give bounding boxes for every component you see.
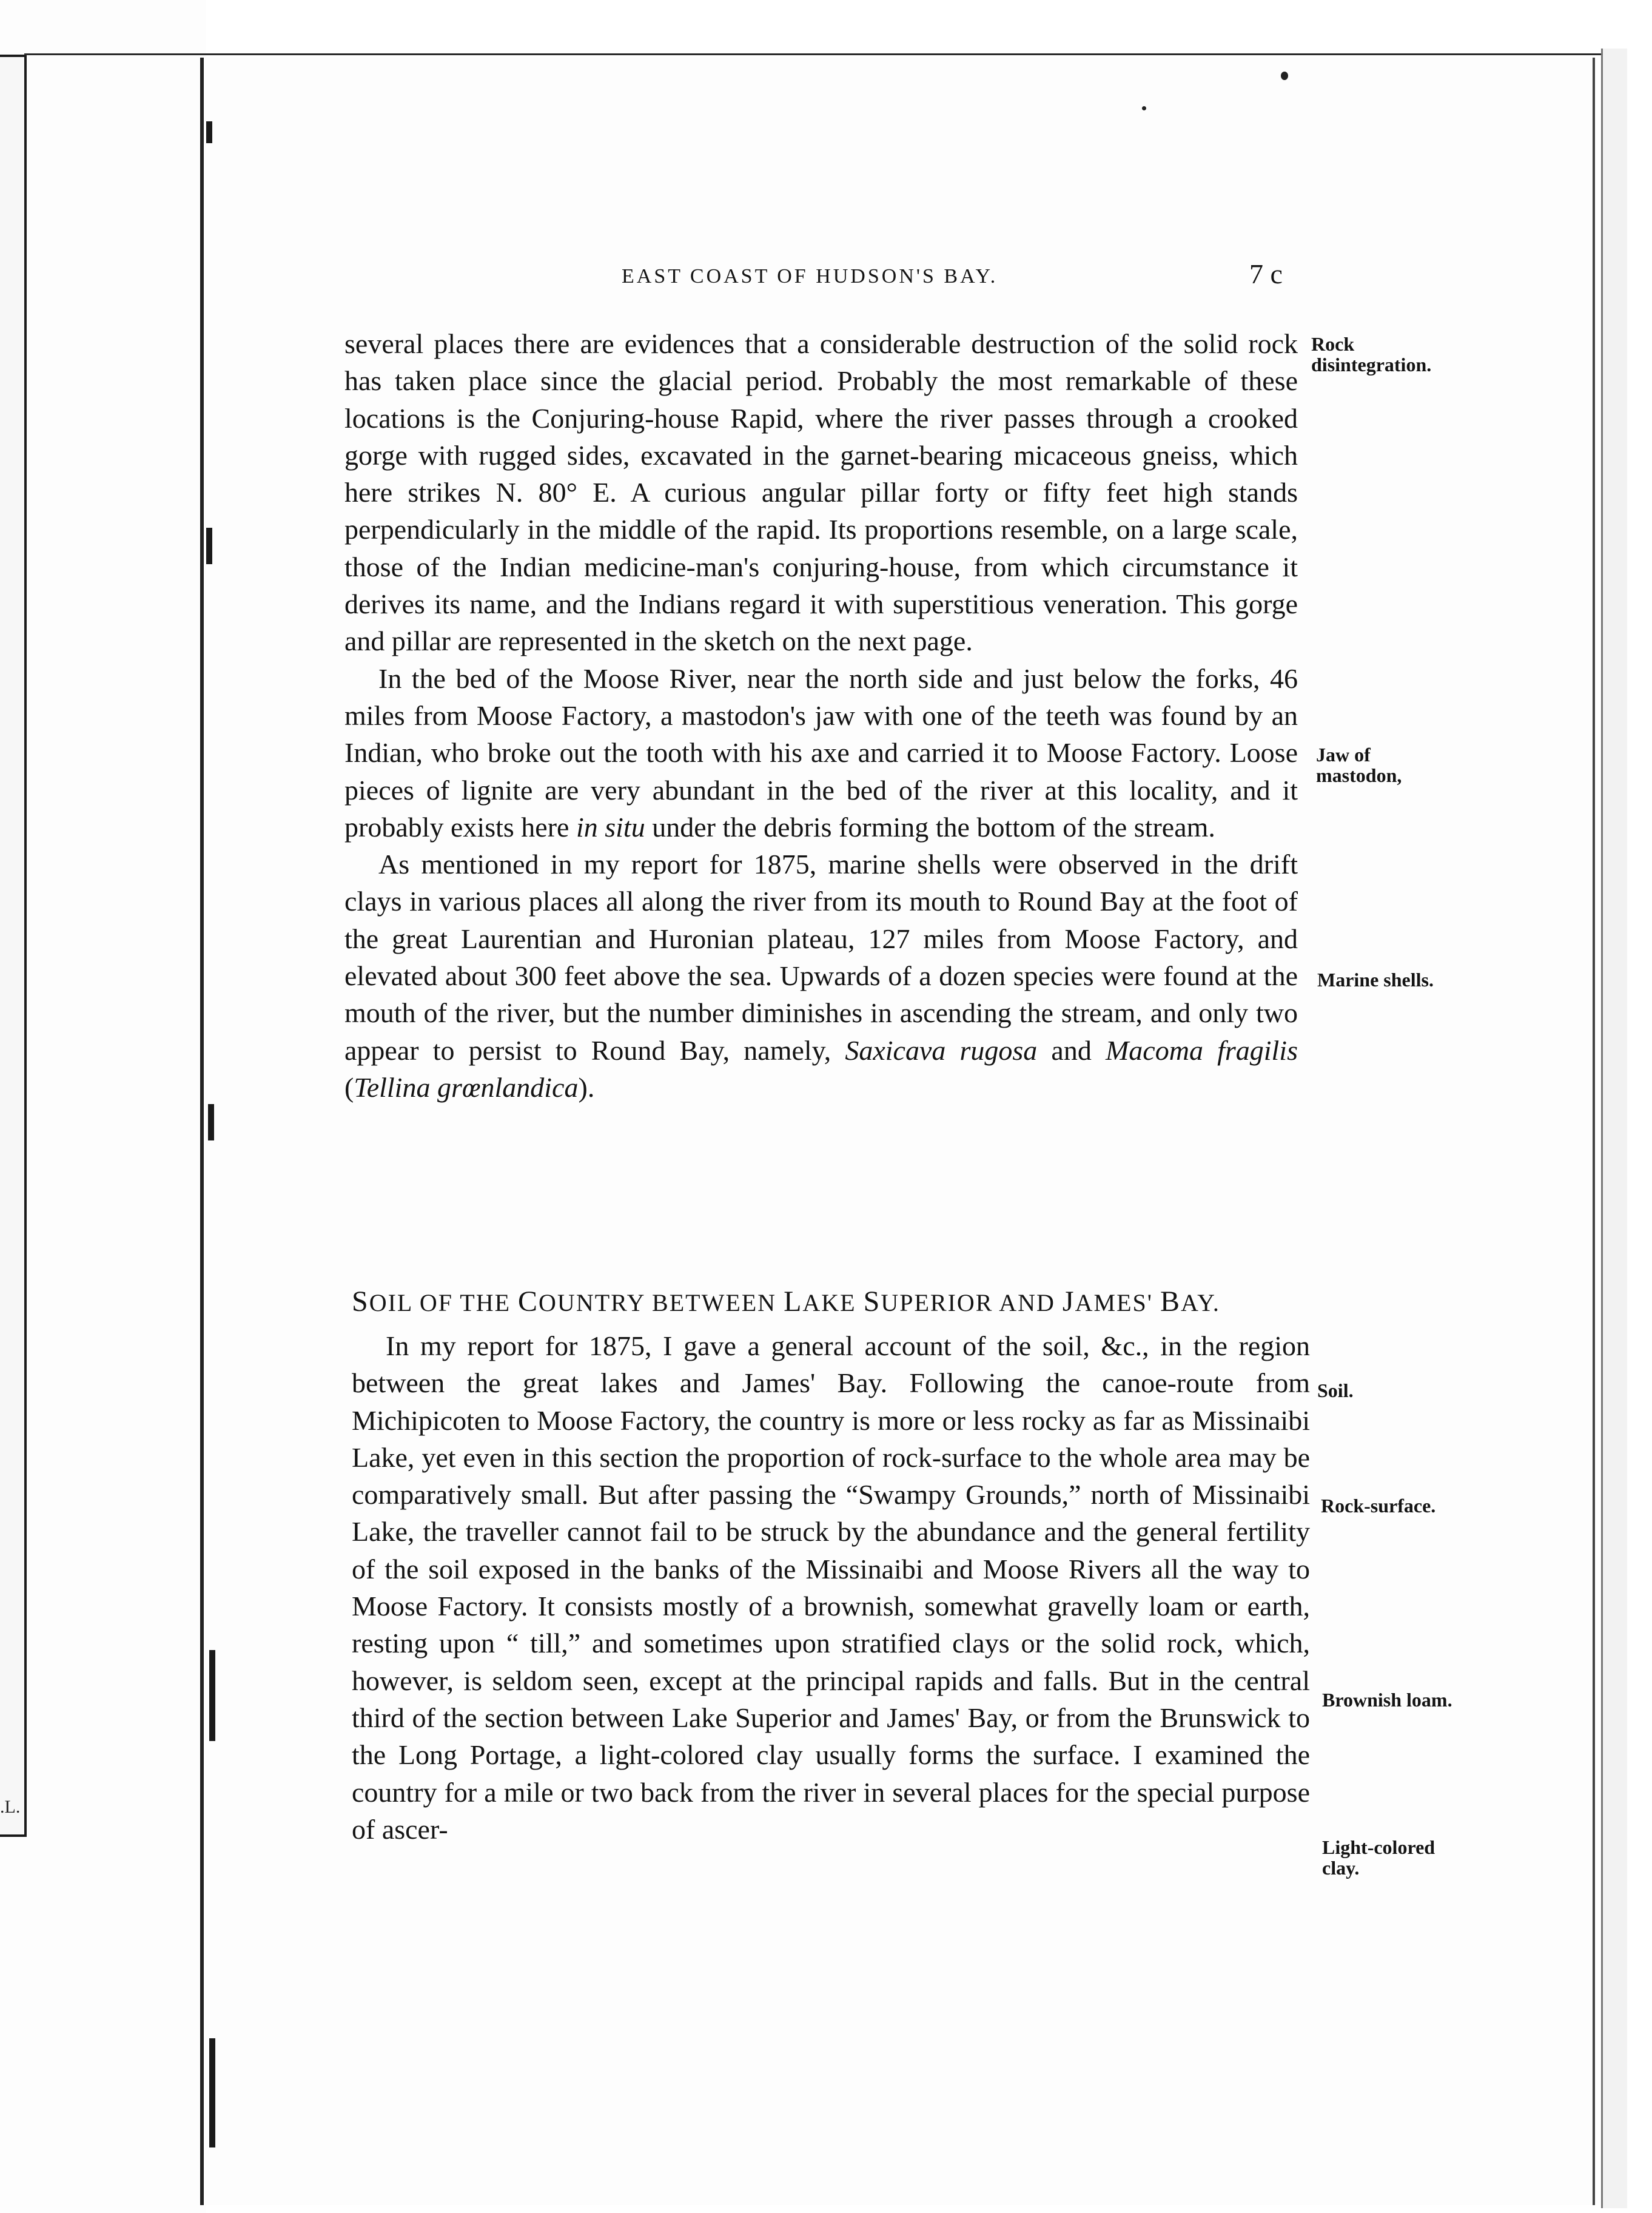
paragraph: several places there are evidences that a considerable destruction of the solid rock has taken place since the glacial period. Probably the most remarkable of these locations is the Conjuring-house Rapid, where the river passes through a crooked gorge with rugged sides, excavated in the garnet-bearing micaceous gneiss, which here strikes N. 80° E. A curious angular pillar forty or fifty feet high stands perpendicularly in the middle of the rapid. Its proportions resemble, on a large scale, those of the Indian medicine-man's conjuring-house, from which circumstance it derives its name, and the Indians regard it with superstitious veneration. This gorge and pillar are represented in the sketch on the next page. — [344, 328, 1298, 657]
left-page-edge — [0, 0, 206, 2213]
main-text-bottom — [352, 1327, 1310, 1848]
binding-mark — [209, 1650, 215, 1741]
left-page-panel — [0, 55, 27, 1837]
main-text-top — [344, 325, 1298, 1106]
margin-note: Soil. — [1317, 1379, 1354, 1401]
section-heading: SOIL OF THE COUNTRY BETWEEN LAKE SUPERIOR AND JAMES' BAY. — [352, 1285, 1220, 1318]
paragraph: As mentioned in my report for 1875, marine shells were observed in the drift clays in various places all along the river from its mouth to Round Bay at the foot of the great Laurentian and Huronian plateau, 127 miles from Moose Factory, and elevated about 300 feet above the sea. Upwards of a dozen species were found at the mouth of the river, but the number diminishes in ascending the stream, and only two appear to persist to Round Bay, namely, Saxicava rugosa and Macoma fragilis (Tellina grœnlandica). — [344, 849, 1298, 1103]
ink-speck — [1281, 72, 1288, 80]
margin-note: Marine shells. — [1317, 969, 1434, 991]
paragraph: In the bed of the Moose River, near the north side and just below the forks, 46 miles from Moose Factory, a mastodon's jaw with one of the teeth was found by an Indian, who broke out the tooth with his axe and carried it to Moose Factory. Loose pieces of lignite are very abundant in the bed of the river at this locality, and it probably exists here in situ under the debris forming the bottom of the stream. — [344, 662, 1298, 843]
margin-note: Rock-surface. — [1321, 1495, 1436, 1517]
right-page-edge — [1601, 49, 1627, 2208]
margin-note: Light-colored clay. — [1322, 1836, 1435, 1879]
left-page-fragment: .L. — [0, 1797, 21, 1817]
margin-note: Jaw of mastodon, — [1316, 744, 1402, 786]
binding-mark — [206, 121, 212, 143]
margin-note: Rock disintegration. — [1311, 333, 1432, 376]
top-rule — [24, 53, 1616, 55]
margin-note: Brownish loam. — [1322, 1689, 1452, 1711]
binding-mark — [206, 528, 212, 564]
ink-speck — [1142, 106, 1146, 110]
page-number: 7 c — [1249, 258, 1283, 289]
paragraph: In my report for 1875, I gave a general account of the soil, &c., in the region between the great lakes and James' Bay. Following the canoe-route from Michipicoten to Moose Factory, the country is more or less rocky as far as Missinaibi Lake, yet even in this section the proportion of rock-surface to the whole area may be comparatively small. But after passing the “Swampy Grounds,” north of Missinaibi Lake, the traveller cannot fail to be struck by the abundance and the general fertility of the soil exposed in the banks of the Missinaibi and Moose Rivers all the way to Moose Factory. It consists mostly of a brownish, somewhat gravelly loam or earth, resting upon “ till,” and sometimes upon stratified clays or the solid rock, which, however, is seldom seen, except at the principal rapids and falls. But in the central third of the section between Lake Superior and James' Bay, or from the Brunswick to the Long Portage, a light-colored clay usually forms the surface. I examined the country for a mile or two back from the river in several places for the special purpose of ascer- — [352, 1330, 1310, 1845]
binding-mark — [208, 1104, 214, 1140]
binding-mark — [209, 2038, 215, 2147]
running-title: EAST COAST OF HUDSON'S BAY. — [622, 265, 998, 288]
